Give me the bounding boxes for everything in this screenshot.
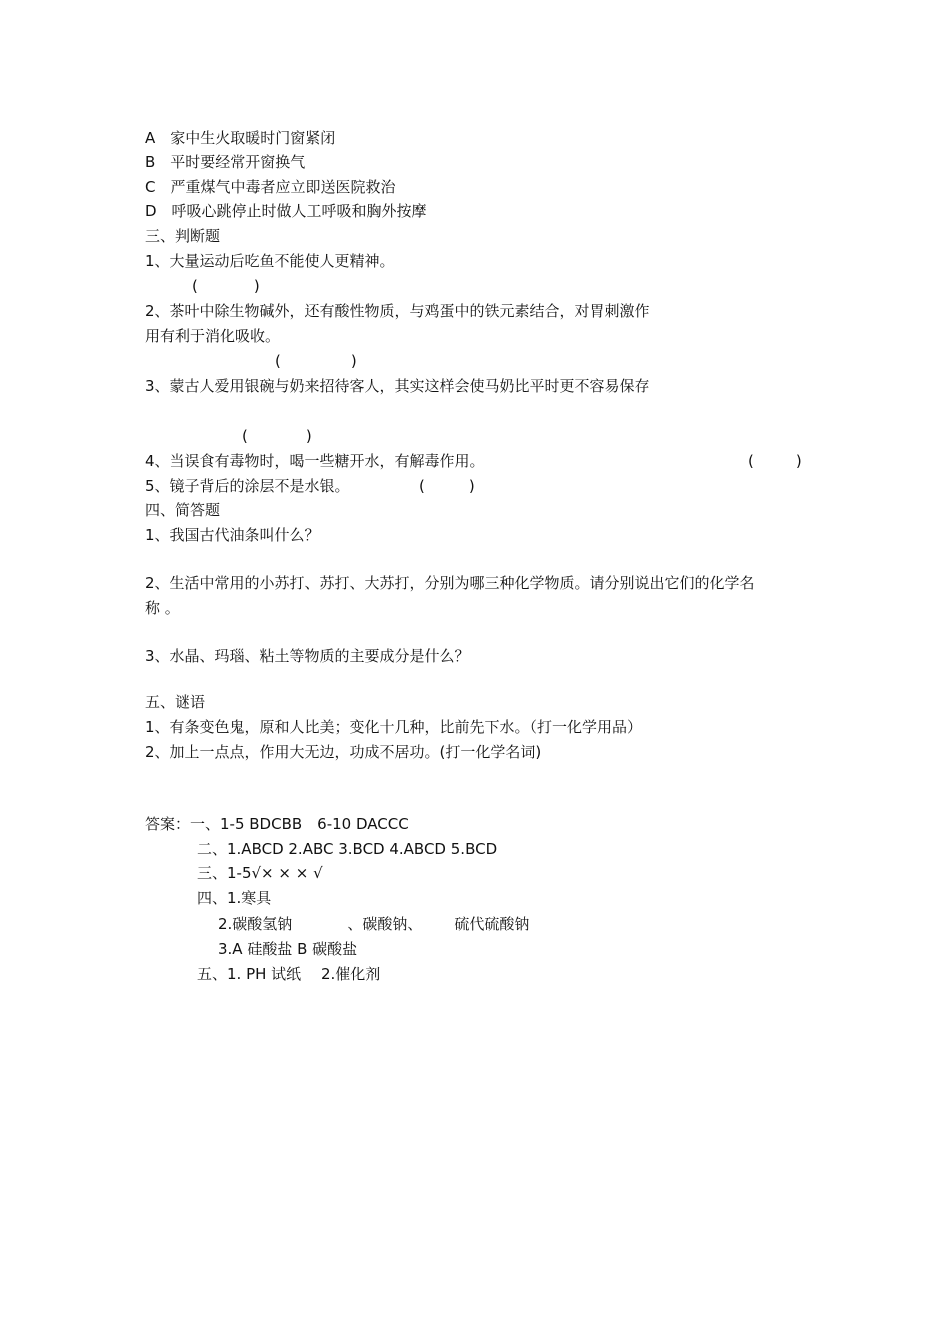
answer-sodium-bicarbonate: 2.碳酸氢钠 [218, 915, 293, 933]
short-q2-line1: 2、生活中常用的小苏打、苏打、大苏打，分别为哪三种化学物质。请分别说出它们的化学名 [145, 574, 755, 592]
judge-q5: 5、镜子背后的涂层不是水银。 [145, 477, 350, 495]
judge-q1: 1、大量运动后吃鱼不能使人更精神。 [145, 252, 395, 270]
short-q2-line2: 称 。 [145, 599, 180, 617]
judge-q3: 3、蒙古人爱用银碗与奶来招待客人，其实这样会使马奶比平时更不容易保存 [145, 377, 650, 395]
answer-section5: 五、1. PH 试纸 2.催化剂 [197, 965, 381, 983]
answer-section2: 二、1.ABCD 2.ABC 3.BCD 4.ABCD 5.BCD [197, 840, 498, 858]
judge-q2-line1: 2、茶叶中除生物碱外，还有酸性物质，与鸡蛋中的铁元素结合，对胃刺激作 [145, 302, 650, 320]
answer-section4-q1: 四、1.寒具 [197, 889, 272, 907]
judge-q3-blank: ( ) [242, 427, 312, 445]
short-q3: 3、水晶、玛瑙、粘土等物质的主要成分是什么？ [145, 647, 470, 665]
judge-q4-blank: ( ) [748, 452, 802, 470]
judge-q2-blank: ( ) [275, 352, 357, 370]
answer-section3: 三、1-5√× × × √ [197, 864, 323, 882]
option-a: A 家中生火取暖时门窗紧闭 [145, 129, 336, 147]
section4-title: 四、简答题 [145, 501, 221, 519]
judge-q2-line2: 用有利于消化吸收。 [145, 327, 281, 345]
judge-q5-blank: ( ) [419, 477, 475, 495]
option-c: C 严重煤气中毒者应立即送医院救治 [145, 178, 396, 196]
short-q1: 1、我国古代油条叫什么？ [145, 526, 320, 544]
answer-sodium-thiosulfate: 硫代硫酸钠 [454, 915, 530, 933]
answer-section4-q2 [218, 914, 529, 934]
answer-section4-q3: 3.A 硅酸盐 B 碳酸盐 [218, 940, 358, 958]
section3-title: 三、判断题 [145, 227, 221, 245]
option-d: D 呼吸心跳停止时做人工呼吸和胸外按摩 [145, 202, 427, 220]
option-b: B 平时要经常开窗换气 [145, 153, 306, 171]
judge-q1-blank: ( ) [192, 277, 260, 295]
riddle-q1: 1、有条变色鬼，原和人比美；变化十几种，比前先下水。（打一化学用品） [145, 718, 643, 736]
answer-section1: 答案：一、1-5 BDCBB 6-10 DACCC [145, 815, 409, 833]
riddle-q2: 2、加上一点点，作用大无边，功成不居功。(打一化学名词) [145, 743, 542, 761]
section5-title: 五、谜语 [145, 693, 206, 711]
answer-sodium-carbonate: 、碳酸钠、 [347, 915, 423, 933]
judge-q4: 4、当误食有毒物时，喝一些糖开水，有解毒作用。 [145, 452, 485, 470]
